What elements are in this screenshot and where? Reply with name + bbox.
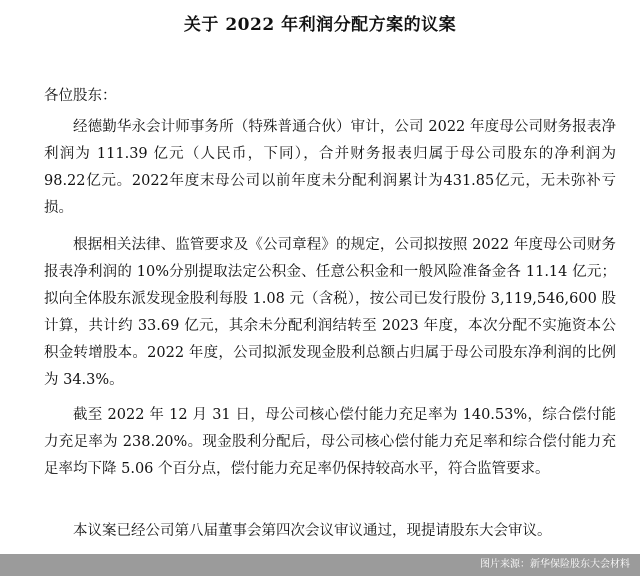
paragraph-distribution-plan: 根据相关法律、监管要求及《公司章程》的规定，公司拟按照 2022 年度母公司财务报表净利润的 10%分别提取法定公积金、任意公积金和一般风险准备金各 11.14 亿元；拟向全体股东派发现金股利每股 1.08 元（含税），按公司已发行股份 3,119,546,600 股计算，共计约 33.69 亿元，其余未分配利润结转至 2023 年度，本次分配不实施资本公积金转增股本。2022 年度，公司拟派发现金股利总额占归属于母公司股东净利润的比例为 34.3%。	[44, 237, 616, 388]
salutation: 各位股东：	[44, 88, 117, 104]
paragraph-approval: 本议案已经公司第八届董事会第四次会议审议通过，现提请股东大会审议。	[73, 523, 552, 539]
paragraph-solvency: 截至 2022 年 12 月 31 日，母公司核心偿付能力充足率为 140.53%，综合偿付能力充足率为 238.20%。现金股利分配后，母公司核心偿付能力充足率和综合偿付能力充足率均下降 5.06 个百分点，偿付能力充足率仍保持较高水平，符合监管要求。	[44, 407, 616, 477]
page-title: 关于 2022 年利润分配方案的议案	[183, 15, 457, 35]
paragraph-audit: 经德勤华永会计师事务所（特殊普通合伙）审计，公司 2022 年度母公司财务报表净利润为 111.39 亿元（人民币，下同），合并财务报表归属于母公司股东的净利润为98.22亿元。2022年度末母公司以前年度未分配利润累计为431.85亿元，无未弥补亏损。	[44, 119, 616, 216]
image-source-caption: 图片来源：新华保险股东大会材料	[0, 554, 640, 576]
